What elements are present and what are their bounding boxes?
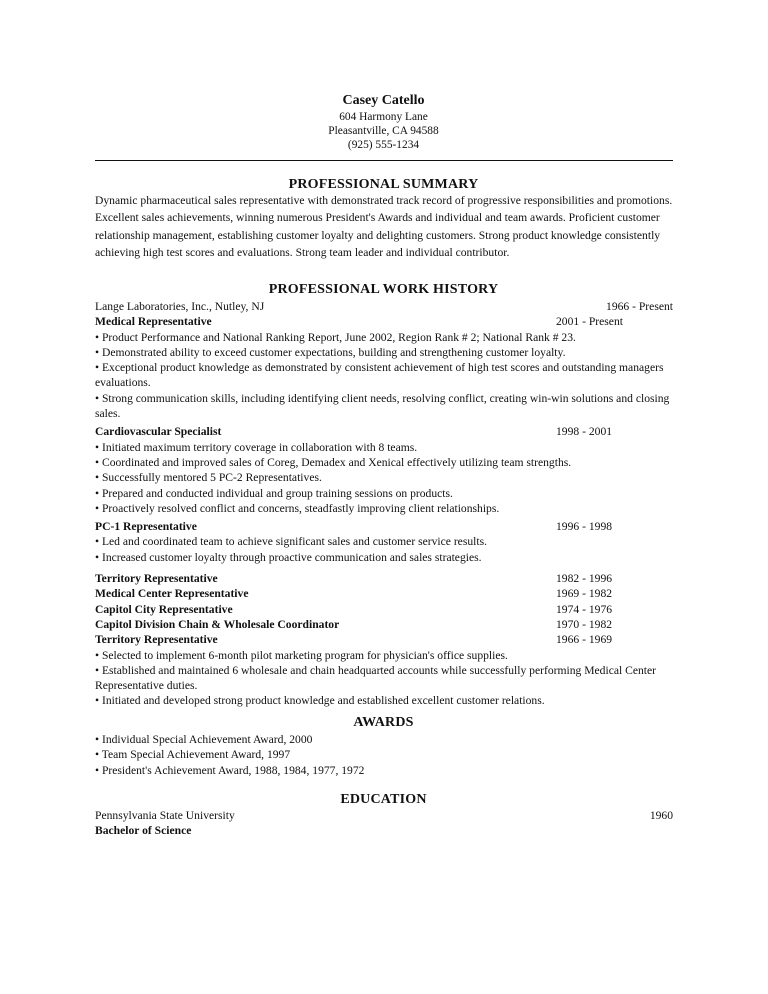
role-dates: 1974 - 1976 — [556, 602, 613, 616]
role-cardiovascular-specialist — [95, 424, 673, 516]
role-dates: 1970 - 1982 — [556, 617, 613, 631]
candidate-name: Casey Catello — [342, 93, 425, 108]
graduation-year: 1960 — [649, 809, 673, 822]
education-block — [95, 808, 673, 839]
school-name: Pennsylvania State University — [95, 809, 235, 822]
role-title: Territory Representative — [95, 633, 218, 647]
bullet: • Strong communication skills, including identifying client needs, resolving conflict, creating win-win solutions and closing sales. — [95, 391, 670, 421]
work-history — [95, 299, 673, 709]
role-title: Medical Center Representative — [95, 587, 249, 601]
award-item: • Individual Special Achievement Award, 2000 — [95, 733, 313, 746]
bullet: • Led and coordinated team to achieve significant sales and customer service results. — [95, 535, 487, 549]
work-heading: PROFESSIONAL WORK HISTORY — [268, 282, 499, 297]
address-line-2: Pleasantville, CA 94588 — [328, 125, 439, 137]
role-dates: 1982 - 1996 — [556, 572, 613, 586]
awards-heading: AWARDS — [353, 715, 414, 730]
role-dates: 1998 - 2001 — [556, 425, 613, 439]
role-pc1-representative — [95, 519, 673, 565]
bullet: • Increased customer loyalty through proactive communication and sales strategies. — [95, 550, 482, 564]
award-item: • President's Achievement Award, 1988, 1984, 1977, 1972 — [95, 763, 365, 777]
bullet: • Selected to implement 6-month pilot marketing program for physician's office supplies. — [95, 648, 508, 662]
award-item: • Team Special Achievement Award, 1997 — [95, 748, 291, 762]
summary-heading: PROFESSIONAL SUMMARY — [288, 177, 479, 192]
bullet: • Exceptional product knowledge as demonstrated by consistent achievement of high test scores and outstanding managers evaluations. — [95, 361, 664, 390]
role-title: Capitol Division Chain & Wholesale Coordinator — [95, 617, 340, 631]
role-title: Medical Representative — [95, 315, 212, 329]
company-name: Lange Laboratories, Inc., Nutley, NJ — [95, 300, 265, 313]
education-heading: EDUCATION — [340, 792, 427, 807]
header-divider — [95, 160, 673, 161]
role-title: Cardiovascular Specialist — [95, 425, 222, 439]
early-roles — [95, 571, 673, 709]
bullet: • Initiated and developed strong product knowledge and established excellent customer relations. — [95, 694, 545, 708]
role-dates: 1996 - 1998 — [556, 520, 613, 534]
bullet: • Prepared and conducted individual and group training sessions on products. — [95, 486, 453, 500]
bullet: • Coordinated and improved sales of Coreg, Demadex and Xenical effectively utilizing team strengths. — [95, 455, 572, 469]
bullet: • Initiated maximum territory coverage in collaboration with 8 teams. — [95, 440, 418, 454]
address-line-1: 604 Harmony Lane — [339, 111, 428, 123]
degree: Bachelor of Science — [95, 824, 192, 838]
role-title: Territory Representative — [95, 572, 218, 586]
role-dates: 1966 - 1969 — [556, 633, 613, 647]
bullet: • Product Performance and National Ranking Report, June 2002, Region Rank # 2; National Rank # 23. — [95, 330, 576, 344]
bullet: • Demonstrated ability to exceed customer expectations, building and strengthening customer loyalty. — [95, 345, 566, 359]
phone: (925) 555-1234 — [347, 139, 420, 151]
bullet: • Proactively resolved conflict and concerns, steadfastly improving client relationships. — [95, 501, 500, 515]
role-dates: 2001 - Present — [556, 315, 623, 329]
summary-text: Dynamic pharmaceutical sales representative with demonstrated track record of progressive responsibilities and promotions. Excellent sales achievements, winning numerous President's Awards and individual and team awards. Proficient customer relationship management, establishing customer loyalty and delighting customers. Strong product knowledge consistently achieving high test scores and evaluations. Strong team leader and individual contributor. — [95, 194, 673, 259]
role-medical-representative — [95, 314, 673, 421]
company-row — [95, 299, 673, 314]
role-title: Capitol City Representative — [95, 602, 233, 616]
role-title: PC-1 Representative — [95, 520, 197, 534]
role-dates: 1969 - 1982 — [556, 587, 613, 601]
awards-list — [95, 732, 673, 778]
bullet: • Successfully mentored 5 PC-2 Representatives. — [95, 471, 322, 485]
company-dates: 1966 - Present — [606, 300, 673, 313]
bullet: • Established and maintained 6 wholesale and chain headquarted accounts while successfully performing Medical Center Representative duties. — [95, 663, 657, 693]
